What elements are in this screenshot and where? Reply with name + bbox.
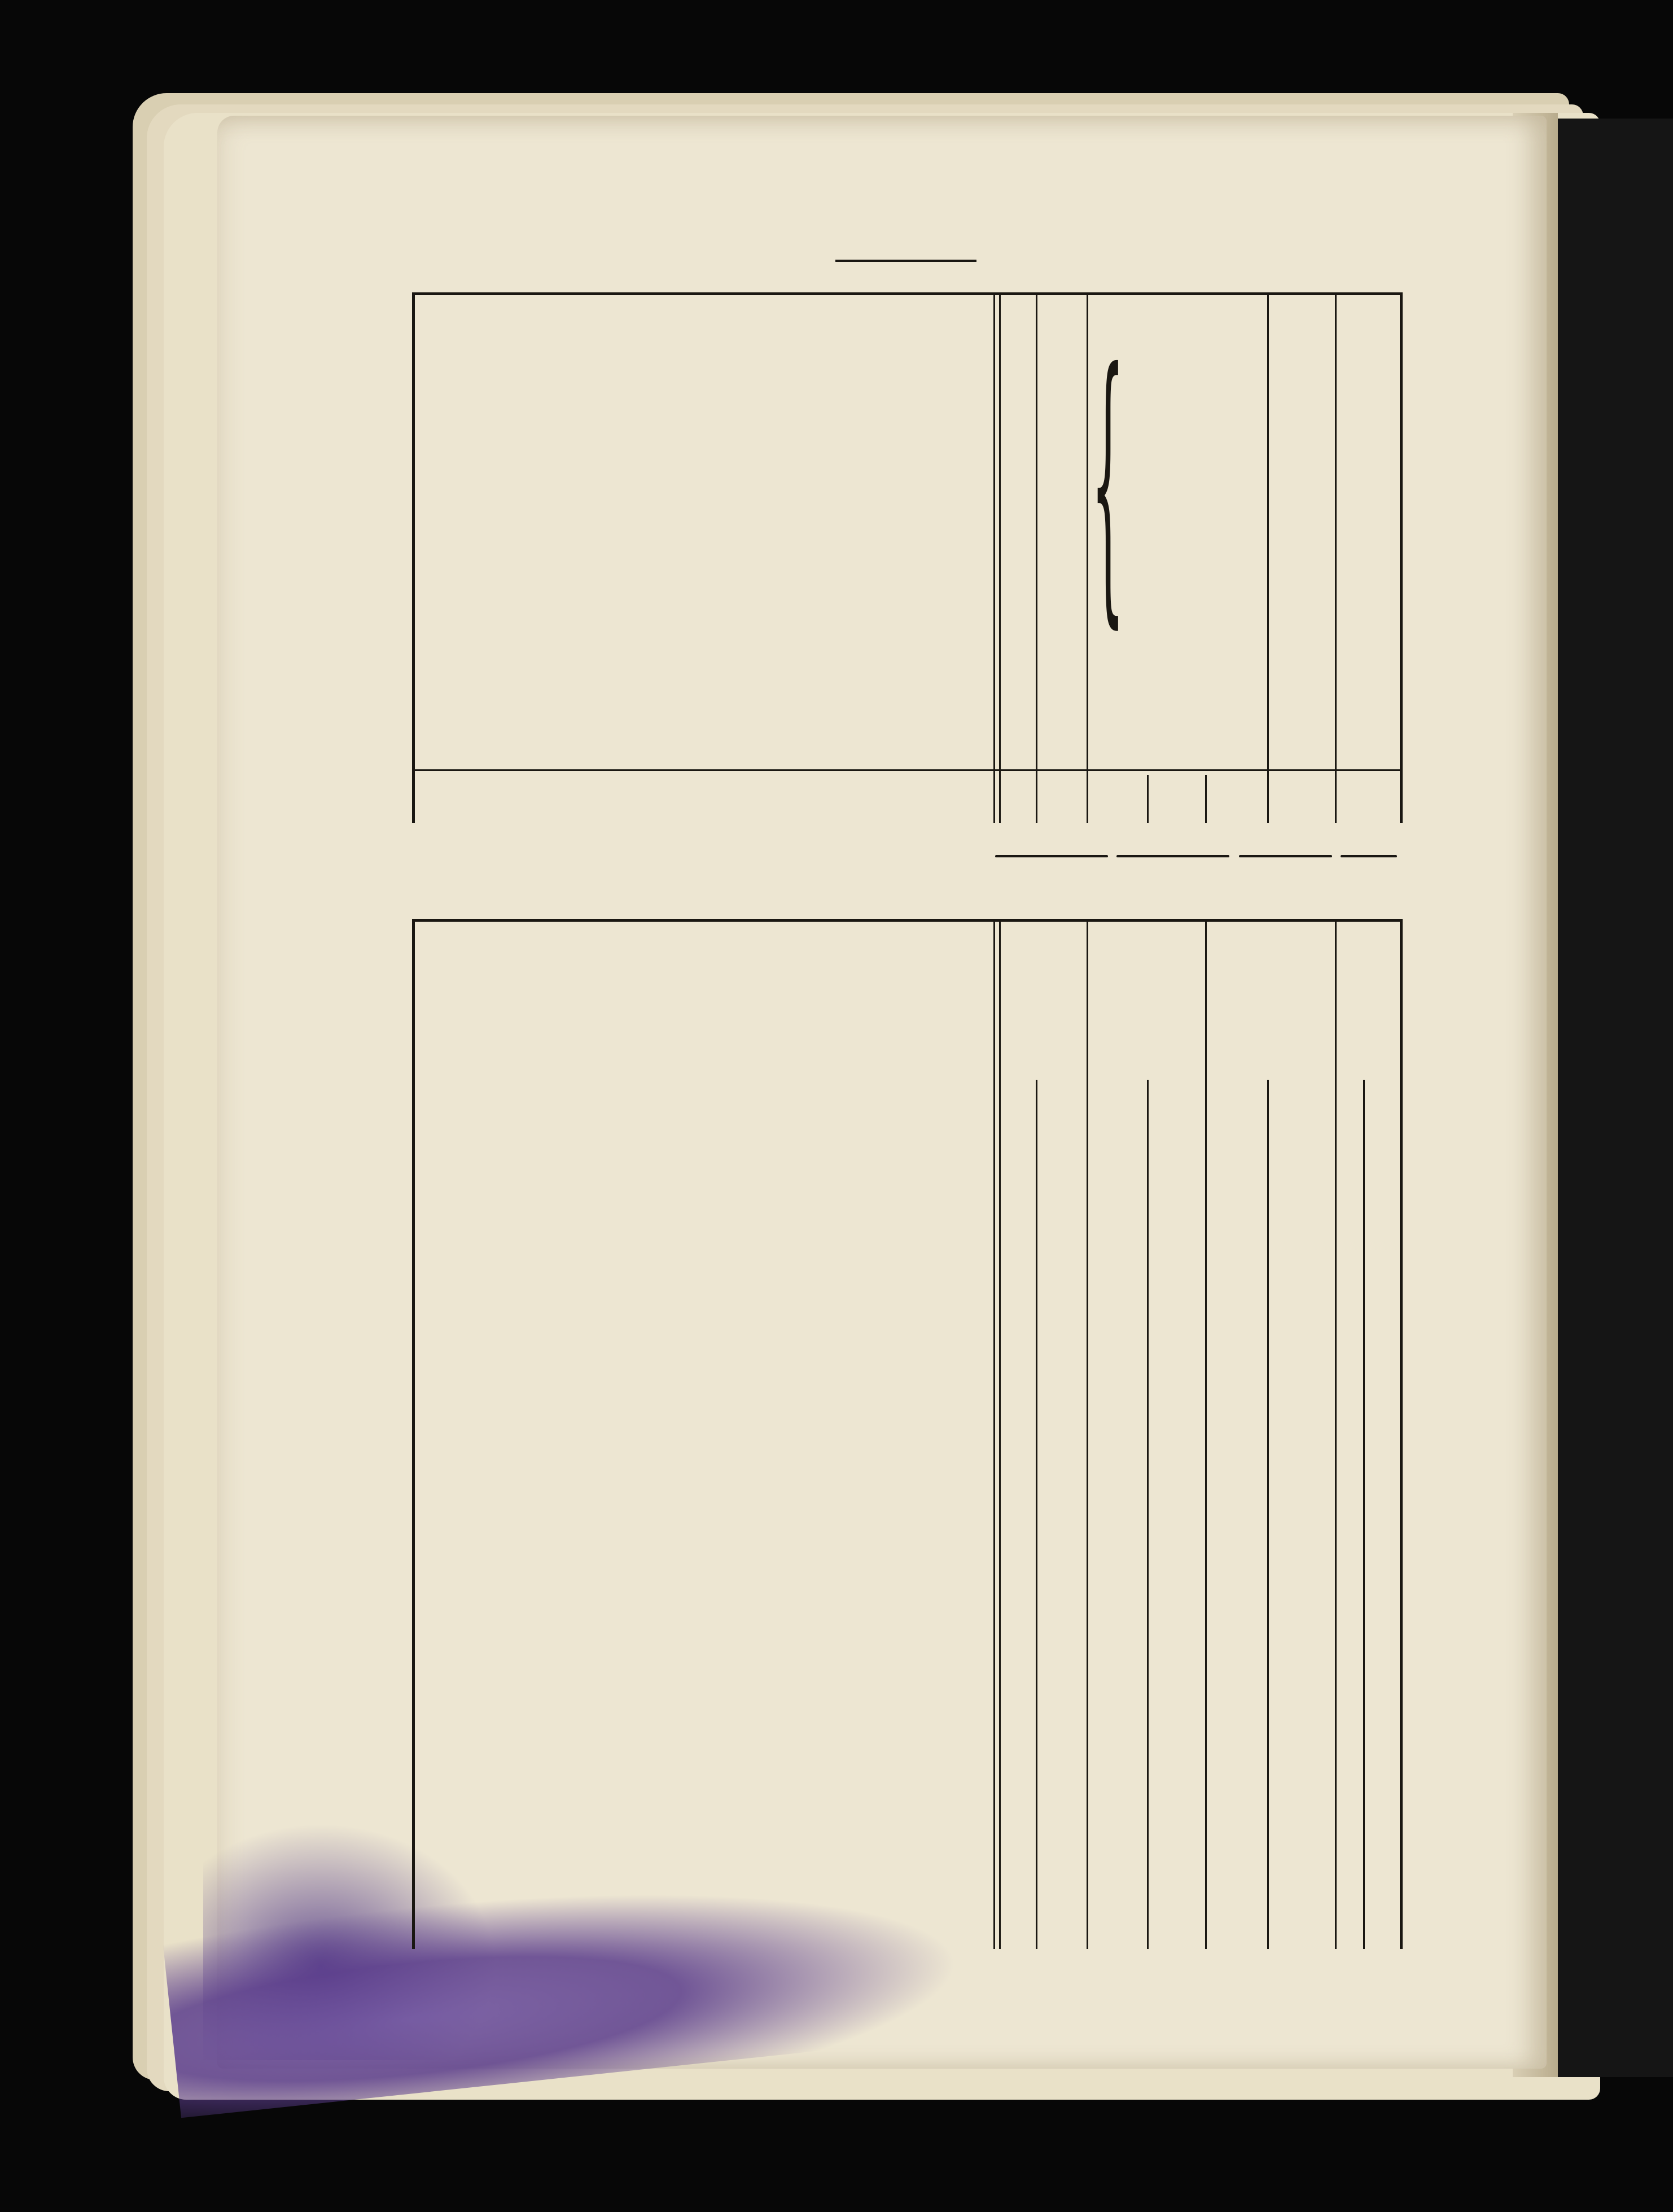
total-rule (415, 769, 1400, 771)
page-number-rule (835, 260, 976, 262)
average-brace (1239, 855, 1332, 857)
column-rule (1087, 922, 1088, 1949)
facing-page-shadow (1558, 119, 1673, 2077)
average-brace (1341, 855, 1397, 857)
column-rule (1147, 1080, 1149, 1949)
column-rule (1036, 295, 1037, 823)
column-rule (993, 295, 995, 823)
brace-mark: { (1091, 310, 1125, 652)
column-rule (999, 922, 1001, 1949)
column-rule (1267, 295, 1269, 823)
column-rule (1335, 922, 1337, 1949)
column-rule (1087, 295, 1088, 823)
column-rule (1267, 1080, 1269, 1949)
average-brace (1116, 855, 1229, 857)
diseases-table (412, 919, 1403, 1949)
monthly-table (412, 292, 1403, 823)
average-brace (995, 855, 1108, 857)
column-rule (1205, 775, 1207, 823)
column-rule (1147, 775, 1149, 823)
column-rule (1335, 295, 1337, 823)
column-rule (1036, 1080, 1037, 1949)
column-rule (993, 922, 995, 1949)
column-rule (1363, 1080, 1365, 1949)
column-rule (999, 295, 1001, 823)
column-rule (1205, 922, 1207, 1949)
